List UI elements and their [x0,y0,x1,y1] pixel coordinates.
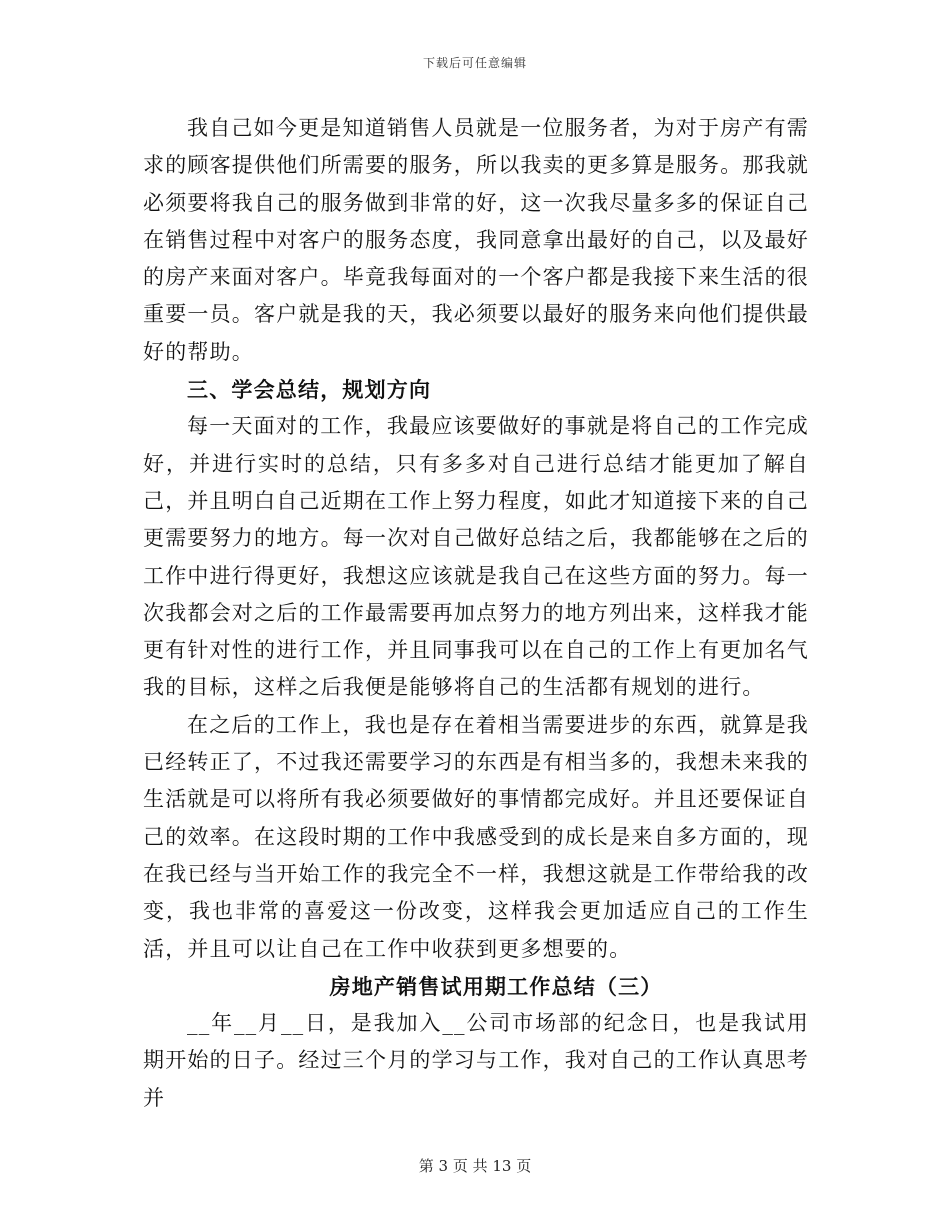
document-title: 房地产销售试用期工作总结（三） [329,973,663,999]
document-body [143,110,809,1117]
body-paragraph: __年__月__日，是我加入__公司市场部的纪念日，也是我试用期开始的日子。经过三个月的学习与工作，我对自己的工作认真思考并 [143,1011,809,1110]
page-number: 第 3 页 共 13 页 [418,1157,532,1175]
body-paragraph: 在之后的工作上，我也是存在着相当需要进步的东西，就算是我已经转正了，不过我还需要学习的东西是有相当多的，我想未来我的生活就是可以将所有我必须要做好的事情都完成好。并且还要保证自己的效率。在这段时期的工作中我感受到的成长是来自多方面的，现在我已经与当开始工作的我完全不一样，我想这就是工作带给我的改变，我也非常的喜爱这一份改变，这样我会更加适应自己的工作生活，并且可以让自己在工作中收获到更多想要的。 [143,712,809,961]
page-header: 下载后可任意编辑 [422,56,527,70]
section-heading: 三、学会总结，规划方向 [187,377,432,403]
body-paragraph: 我自己如今更是知道销售人员就是一位服务者，为对于房产有需求的顾客提供他们所需要的服务，所以我卖的更多算是服务。那我就必须要将我自己的服务做到非常的好，这一次我尽量多多的保证自己在销售过程中对客户的服务态度，我同意拿出最好的自己，以及最好的房产来面对客户。毕竟我每面对的一个客户都是我接下来生活的很重要一员。客户就是我的天，我必须要以最好的服务来向他们提供最好的帮助。 [143,116,809,364]
body-paragraph: 每一天面对的工作，我最应该要做好的事就是将自己的工作完成好，并进行实时的总结，只有多多对自己进行总结才能更加了解自己，并且明白自己近期在工作上努力程度，如此才知道接下来的自己更需要努力的地方。每一次对自己做好总结之后，我都能够在之后的工作中进行得更好，我想这应该就是我自己在这些方面的努力。每一次我都会对之后的工作最需要再加点努力的地方列出来，这样我才能更有针对性的进行工作，并且同事我可以在自己的工作上有更加名气我的目标，这样之后我便是能够将自己的生活都有规划的进行。 [143,414,809,700]
